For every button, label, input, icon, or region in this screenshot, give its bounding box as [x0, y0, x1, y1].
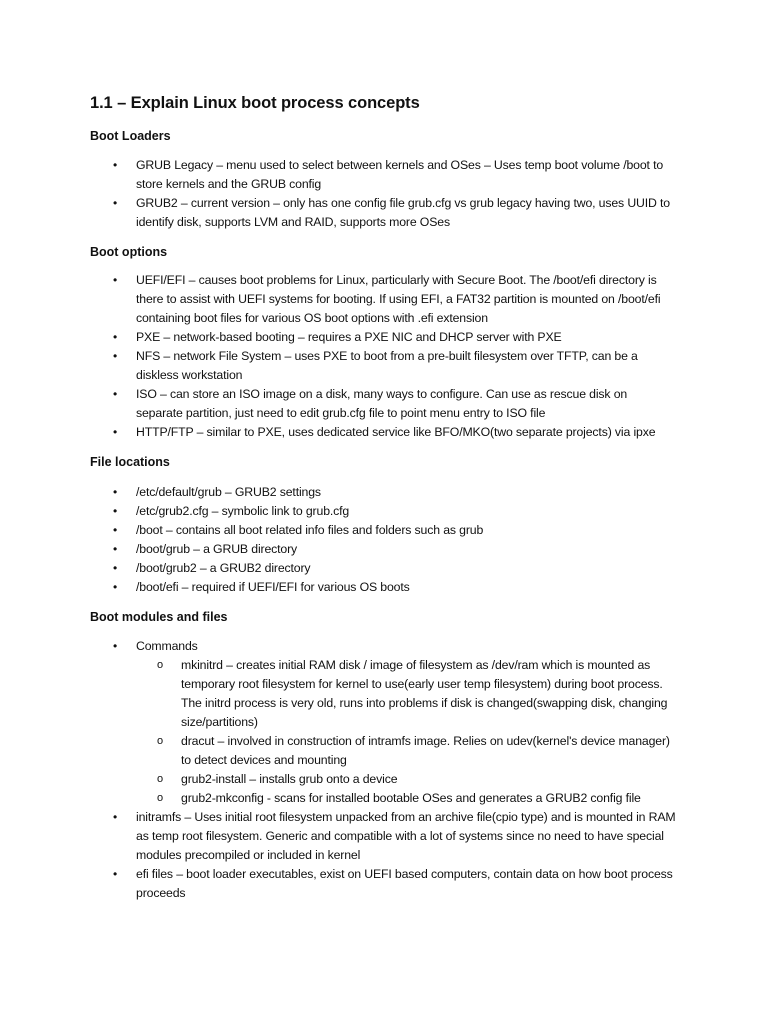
list-item-text: PXE – network-based booting – requires a PXE NIC and DHCP server with PXE — [136, 330, 562, 344]
list-item — [0, 483, 768, 502]
circle-bullet-icon: o — [157, 792, 163, 804]
bullet-icon: • — [113, 504, 118, 518]
boot-options-list — [0, 271, 768, 442]
list-item-text: /boot/grub2 – a GRUB2 directory — [136, 561, 311, 575]
sublist-item — [0, 732, 768, 770]
boot-loaders-list — [0, 156, 768, 232]
sublist-item-text: mkinitrd – creates initial RAM disk / image of filesystem as /dev/ram which is mounted as temporary root filesystem for kernel to use(early user temp filesystem) during boot process. The initrd process is very old, runs into problems if disk is changed(swapping disk, changing size/partitions) — [181, 658, 668, 729]
list-item — [0, 423, 768, 442]
list-item-text: GRUB2 – current version – only has one config file grub.cfg vs grub legacy having two, uses UUID to identify disk, supports LVM and RAID, supports more OSes — [136, 196, 671, 229]
list-item — [0, 637, 768, 808]
list-item — [0, 578, 768, 597]
circle-bullet-icon: o — [157, 659, 163, 671]
bullet-icon: • — [113, 523, 118, 537]
bullet-icon: • — [113, 196, 118, 210]
list-item-text: initramfs – Uses initial root filesystem unpacked from an archive file(cpio type) and is mounted in RAM as temp root filesystem. Generic and compatible with a lot of systems since no need to have special modules precompiled or included in kernel — [136, 810, 676, 862]
list-item-text: GRUB Legacy – menu used to select between kernels and OSes – Uses temp boot volume /boot to store kernels and the GRUB config — [136, 158, 664, 191]
list-item — [0, 194, 768, 232]
sublist-item-text: grub2-mkconfig - scans for installed bootable OSes and generates a GRUB2 config file — [181, 791, 641, 805]
bullet-icon: • — [113, 330, 118, 344]
sublist-item-text: dracut – involved in construction of intramfs image. Relies on udev(kernel's device manager) to detect devices and mounting — [181, 734, 670, 767]
list-item — [0, 502, 768, 521]
section-heading-boot-loaders: Boot Loaders — [90, 129, 171, 143]
bullet-icon: • — [113, 639, 118, 653]
bullet-icon: • — [113, 158, 118, 172]
list-item-text: efi files – boot loader executables, exist on UEFI based computers, contain data on how boot process proceeds — [136, 867, 673, 900]
bullet-icon: • — [113, 542, 118, 556]
list-item — [0, 271, 768, 328]
list-item-text: Commands — [136, 639, 198, 653]
section-heading-file-locations: File locations — [90, 455, 170, 469]
bullet-icon: • — [113, 561, 118, 575]
page-title: 1.1 – Explain Linux boot process concepts — [90, 94, 420, 112]
bullet-icon: • — [113, 349, 118, 363]
list-item-text: /boot/efi – required if UEFI/EFI for various OS boots — [136, 580, 410, 594]
list-item-text: /etc/default/grub – GRUB2 settings — [136, 485, 321, 499]
sublist-item-text: grub2-install – installs grub onto a device — [181, 772, 398, 786]
sublist-item — [0, 789, 768, 808]
list-item — [0, 808, 768, 865]
list-item-text: /etc/grub2.cfg – symbolic link to grub.cfg — [136, 504, 350, 518]
list-item-text: /boot – contains all boot related info files and folders such as grub — [136, 523, 484, 537]
list-item-text: UEFI/EFI – causes boot problems for Linux, particularly with Secure Boot. The /boot/efi directory is there to assist with UEFI systems for booting. If using EFI, a FAT32 partition is mounted on /boot/efi containing boot files for various OS boot options with .efi extension — [136, 273, 661, 325]
bullet-icon: • — [113, 485, 118, 499]
commands-sublist — [0, 656, 768, 808]
list-item-text: HTTP/FTP – similar to PXE, uses dedicated service like BFO/MKO(two separate projects) via ipxe — [136, 425, 656, 439]
bullet-icon: • — [113, 580, 118, 594]
file-locations-list — [0, 483, 768, 597]
circle-bullet-icon: o — [157, 773, 163, 785]
section-heading-boot-options: Boot options — [90, 245, 168, 259]
list-item-text: ISO – can store an ISO image on a disk, many ways to configure. Can use as rescue disk on separate partition, just need to edit grub.cfg file to point menu entry to ISO file — [136, 387, 628, 420]
section-heading-boot-modules: Boot modules and files — [90, 610, 228, 624]
list-item — [0, 156, 768, 194]
list-item — [0, 540, 768, 559]
list-item — [0, 559, 768, 578]
bullet-icon: • — [113, 810, 118, 824]
list-item — [0, 347, 768, 385]
sublist-item — [0, 770, 768, 789]
boot-modules-list — [0, 637, 768, 903]
sublist-item — [0, 656, 768, 732]
bullet-icon: • — [113, 273, 118, 287]
list-item-text: /boot/grub – a GRUB directory — [136, 542, 298, 556]
list-item — [0, 521, 768, 540]
list-item-text: NFS – network File System – uses PXE to boot from a pre-built filesystem over TFTP, can be a diskless workstation — [136, 349, 638, 382]
list-item — [0, 865, 768, 903]
bullet-icon: • — [113, 387, 118, 401]
circle-bullet-icon: o — [157, 735, 163, 747]
bullet-icon: • — [113, 425, 118, 439]
list-item — [0, 385, 768, 423]
list-item — [0, 328, 768, 347]
bullet-icon: • — [113, 867, 118, 881]
